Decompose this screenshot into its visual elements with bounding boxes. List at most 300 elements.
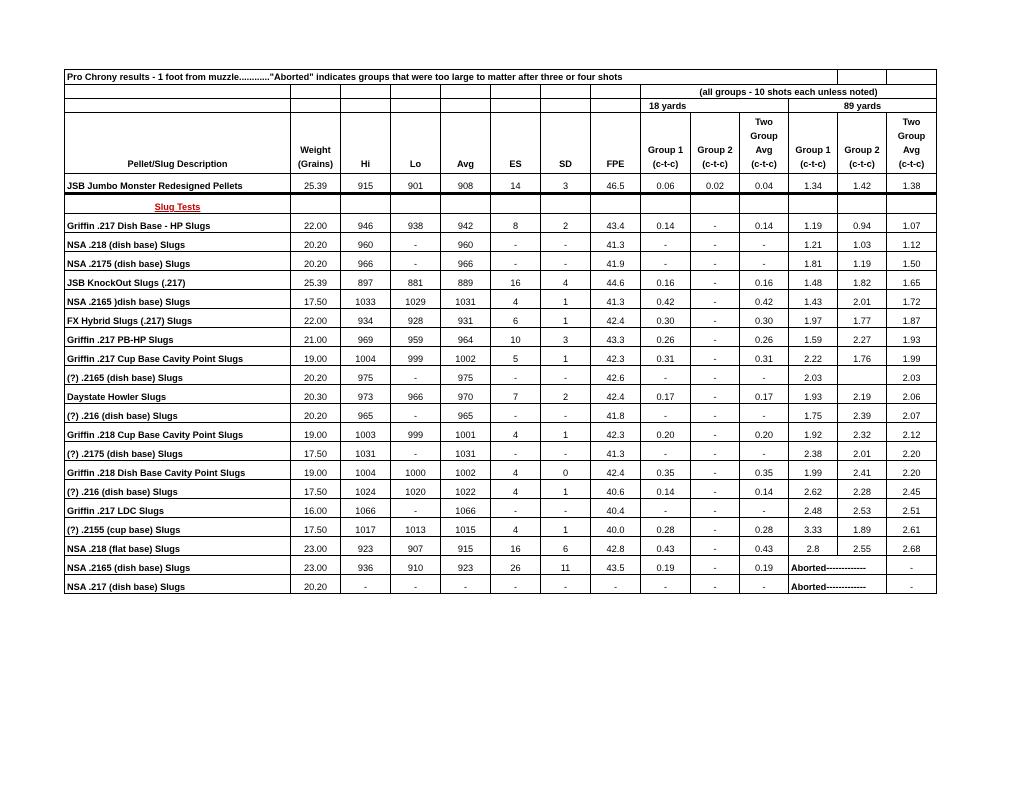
value-cell: 0.20 — [641, 423, 691, 442]
value-cell: 1.93 — [887, 328, 937, 347]
description-cell: NSA .2165 (dish base) Slugs — [65, 556, 291, 575]
description-cell: Griffin .218 Cup Base Cavity Point Slugs — [65, 423, 291, 442]
header-two-18: Two Group Avg (c-t-c) — [740, 113, 789, 174]
value-cell: - — [740, 499, 789, 518]
header-hi: Hi — [341, 113, 391, 174]
value-cell: 43.3 — [591, 328, 641, 347]
value-cell: 0.28 — [740, 518, 789, 537]
value-cell: 20.20 — [291, 404, 341, 423]
value-cell: 1.72 — [887, 290, 937, 309]
value-cell: 1.42 — [838, 174, 887, 194]
value-cell: 1.50 — [887, 252, 937, 271]
table-row — [65, 214, 937, 233]
value-cell: 1020 — [391, 480, 441, 499]
jsb-pellet-row — [65, 174, 937, 194]
header-g2-18: Group 2 (c-t-c) — [691, 113, 740, 174]
value-cell: - — [391, 575, 441, 594]
value-cell: - — [491, 252, 541, 271]
value-cell: 960 — [341, 233, 391, 252]
description-cell: NSA .2165 )dish base) Slugs — [65, 290, 291, 309]
aborted-row — [65, 556, 937, 575]
value-cell: 1.99 — [789, 461, 838, 480]
value-cell: 1022 — [441, 480, 491, 499]
value-cell: 965 — [441, 404, 491, 423]
distance-18-yards: 18 yards — [641, 99, 789, 113]
description-cell: (?) .2165 (dish base) Slugs — [65, 366, 291, 385]
description-cell: Griffin .218 Dish Base Cavity Point Slugs — [65, 461, 291, 480]
header-note-row — [65, 85, 937, 99]
value-cell: 41.3 — [591, 442, 641, 461]
value-cell: 881 — [391, 271, 441, 290]
value-cell: 40.6 — [591, 480, 641, 499]
value-cell: 975 — [341, 366, 391, 385]
value-cell: 20.20 — [291, 575, 341, 594]
value-cell: 4 — [491, 518, 541, 537]
value-cell: - — [641, 404, 691, 423]
value-cell: 1066 — [341, 499, 391, 518]
value-cell: - — [491, 575, 541, 594]
value-cell: 0.14 — [740, 480, 789, 499]
value-cell: 4 — [541, 271, 591, 290]
value-cell: 2 — [541, 214, 591, 233]
value-cell: 1002 — [441, 461, 491, 480]
value-cell: 936 — [341, 556, 391, 575]
value-cell: 964 — [441, 328, 491, 347]
value-cell: - — [691, 252, 740, 271]
value-cell: - — [887, 556, 937, 575]
value-cell: 43.5 — [591, 556, 641, 575]
value-cell: 966 — [341, 252, 391, 271]
value-cell: 2.53 — [838, 499, 887, 518]
value-cell: 0.43 — [740, 537, 789, 556]
value-cell: - — [591, 575, 641, 594]
header-avg: Avg — [441, 113, 491, 174]
value-cell: 0.19 — [641, 556, 691, 575]
value-cell: - — [691, 537, 740, 556]
value-cell: - — [441, 575, 491, 594]
value-cell: 960 — [441, 233, 491, 252]
table-row — [65, 404, 937, 423]
description-cell: (?) .2175 (dish base) Slugs — [65, 442, 291, 461]
value-cell: 0.04 — [740, 174, 789, 194]
value-cell: - — [691, 575, 740, 594]
value-cell: 907 — [391, 537, 441, 556]
distance-row — [65, 99, 937, 113]
header-g2-89: Group 2 (c-t-c) — [838, 113, 887, 174]
value-cell: - — [691, 499, 740, 518]
value-cell: 1 — [541, 347, 591, 366]
value-cell: 41.3 — [591, 290, 641, 309]
value-cell: 41.3 — [591, 233, 641, 252]
value-cell: 0.43 — [641, 537, 691, 556]
value-cell: 908 — [441, 174, 491, 194]
value-cell: 42.4 — [591, 385, 641, 404]
value-cell: 1000 — [391, 461, 441, 480]
value-cell: 931 — [441, 309, 491, 328]
value-cell: 1 — [541, 518, 591, 537]
aborted-row — [65, 575, 937, 594]
value-cell: 6 — [491, 309, 541, 328]
slug-tests-row — [65, 194, 937, 214]
value-cell: 17.50 — [291, 290, 341, 309]
value-cell: 19.00 — [291, 461, 341, 480]
description-cell: Griffin .217 PB-HP Slugs — [65, 328, 291, 347]
value-cell: - — [691, 442, 740, 461]
value-cell: 915 — [441, 537, 491, 556]
table-row — [65, 328, 937, 347]
value-cell: 2.22 — [789, 347, 838, 366]
value-cell: - — [691, 518, 740, 537]
value-cell: 11 — [541, 556, 591, 575]
value-cell: 42.3 — [591, 347, 641, 366]
value-cell: - — [691, 385, 740, 404]
value-cell: - — [641, 499, 691, 518]
value-cell: 22.00 — [291, 309, 341, 328]
spreadsheet — [64, 69, 936, 594]
value-cell: 966 — [441, 252, 491, 271]
value-cell: 0.19 — [740, 556, 789, 575]
value-cell: 44.6 — [591, 271, 641, 290]
value-cell: 1.93 — [789, 385, 838, 404]
value-cell: 2.68 — [887, 537, 937, 556]
value-cell: 1.12 — [887, 233, 937, 252]
value-cell: 2.07 — [887, 404, 937, 423]
value-cell: 3 — [541, 328, 591, 347]
distance-89-yards: 89 yards — [789, 99, 937, 113]
value-cell: - — [391, 499, 441, 518]
value-cell: - — [691, 556, 740, 575]
table-row — [65, 518, 937, 537]
value-cell: 1024 — [341, 480, 391, 499]
value-cell: - — [691, 423, 740, 442]
value-cell: 4 — [491, 480, 541, 499]
column-header-row — [65, 113, 937, 174]
value-cell: 2.48 — [789, 499, 838, 518]
value-cell: 0.30 — [740, 309, 789, 328]
value-cell: 2.01 — [838, 442, 887, 461]
value-cell: 0.17 — [740, 385, 789, 404]
value-cell: 1.59 — [789, 328, 838, 347]
value-cell: 1.43 — [789, 290, 838, 309]
value-cell: 1.76 — [838, 347, 887, 366]
value-cell: 0.42 — [641, 290, 691, 309]
value-cell: - — [740, 575, 789, 594]
value-cell: - — [691, 480, 740, 499]
header-es: ES — [491, 113, 541, 174]
value-cell: 1.19 — [838, 252, 887, 271]
value-cell: 0.16 — [740, 271, 789, 290]
value-cell: 0.35 — [740, 461, 789, 480]
value-cell: 16 — [491, 271, 541, 290]
value-cell: 2.38 — [789, 442, 838, 461]
value-cell: - — [641, 366, 691, 385]
value-cell: 1.75 — [789, 404, 838, 423]
value-cell: 1003 — [341, 423, 391, 442]
value-cell: 928 — [391, 309, 441, 328]
value-cell: 20.20 — [291, 366, 341, 385]
value-cell: 0.02 — [691, 174, 740, 194]
table-row — [65, 385, 937, 404]
value-cell: 2 — [541, 385, 591, 404]
value-cell: 1 — [541, 290, 591, 309]
description-cell: JSB KnockOut Slugs (.217) — [65, 271, 291, 290]
value-cell: 3.33 — [789, 518, 838, 537]
results-table — [64, 69, 937, 594]
value-cell: 2.62 — [789, 480, 838, 499]
value-cell: 2.28 — [838, 480, 887, 499]
value-cell: 966 — [391, 385, 441, 404]
value-cell: 1 — [541, 423, 591, 442]
value-cell: 0.17 — [641, 385, 691, 404]
value-cell: 910 — [391, 556, 441, 575]
value-cell: 959 — [391, 328, 441, 347]
value-cell: - — [641, 252, 691, 271]
value-cell: 4 — [491, 461, 541, 480]
value-cell: 2.20 — [887, 442, 937, 461]
value-cell: 16.00 — [291, 499, 341, 518]
description-cell: Daystate Howler Slugs — [65, 385, 291, 404]
header-lo: Lo — [391, 113, 441, 174]
value-cell: - — [691, 309, 740, 328]
title-row — [65, 70, 937, 85]
value-cell: 19.00 — [291, 347, 341, 366]
value-cell: 23.00 — [291, 556, 341, 575]
value-cell: 19.00 — [291, 423, 341, 442]
value-cell: - — [887, 575, 937, 594]
value-cell: 942 — [441, 214, 491, 233]
value-cell: - — [541, 252, 591, 271]
value-cell: 4 — [491, 423, 541, 442]
value-cell: - — [691, 461, 740, 480]
value-cell: 2.03 — [789, 366, 838, 385]
value-cell: - — [641, 442, 691, 461]
value-cell: 2.06 — [887, 385, 937, 404]
value-cell: 20.20 — [291, 233, 341, 252]
value-cell: - — [691, 290, 740, 309]
header-sd: SD — [541, 113, 591, 174]
value-cell: 2.39 — [838, 404, 887, 423]
description-cell: Griffin .217 LDC Slugs — [65, 499, 291, 518]
value-cell: 1017 — [341, 518, 391, 537]
table-row — [65, 252, 937, 271]
value-cell: 0.26 — [740, 328, 789, 347]
value-cell: 41.9 — [591, 252, 641, 271]
value-cell: 0 — [541, 461, 591, 480]
value-cell: 965 — [341, 404, 391, 423]
value-cell: - — [391, 404, 441, 423]
value-cell: 25.39 — [291, 174, 341, 194]
value-cell: 42.8 — [591, 537, 641, 556]
value-cell: 973 — [341, 385, 391, 404]
value-cell: 23.00 — [291, 537, 341, 556]
value-cell: - — [491, 404, 541, 423]
value-cell: 17.50 — [291, 518, 341, 537]
value-cell: 0.20 — [740, 423, 789, 442]
value-cell: - — [541, 499, 591, 518]
value-cell: 2.51 — [887, 499, 937, 518]
value-cell: 2.61 — [887, 518, 937, 537]
value-cell: 20.20 — [291, 252, 341, 271]
value-cell: - — [491, 442, 541, 461]
value-cell: - — [691, 404, 740, 423]
value-cell: 1013 — [391, 518, 441, 537]
table-row — [65, 499, 937, 518]
value-cell: 17.50 — [291, 442, 341, 461]
description-cell: NSA .217 (dish base) Slugs — [65, 575, 291, 594]
value-cell: - — [691, 328, 740, 347]
slug-tests-label: Slug Tests — [154, 202, 201, 212]
value-cell: - — [740, 366, 789, 385]
value-cell: 22.00 — [291, 214, 341, 233]
value-cell: 0.16 — [641, 271, 691, 290]
value-cell: 915 — [341, 174, 391, 194]
table-row — [65, 347, 937, 366]
value-cell: 1.87 — [887, 309, 937, 328]
value-cell: 40.4 — [591, 499, 641, 518]
value-cell: 1031 — [441, 290, 491, 309]
value-cell: 40.0 — [591, 518, 641, 537]
value-cell: 2.01 — [838, 290, 887, 309]
value-cell: - — [391, 366, 441, 385]
description-cell: NSA .218 (flat base) Slugs — [65, 537, 291, 556]
description-cell: Griffin .217 Cup Base Cavity Point Slugs — [65, 347, 291, 366]
value-cell: 43.4 — [591, 214, 641, 233]
value-cell: 901 — [391, 174, 441, 194]
value-cell: 26 — [491, 556, 541, 575]
value-cell: 42.3 — [591, 423, 641, 442]
value-cell: - — [541, 404, 591, 423]
value-cell: 1.38 — [887, 174, 937, 194]
header-two-89: Two Group Avg (c-t-c) — [887, 113, 937, 174]
value-cell: 0.30 — [641, 309, 691, 328]
sheet-title: Pro Chrony results - 1 foot from muzzle............"Aborted" indicates groups that were too large to matter after three or four shots — [65, 70, 838, 85]
value-cell: 1004 — [341, 461, 391, 480]
value-cell: 1.65 — [887, 271, 937, 290]
value-cell: 0.35 — [641, 461, 691, 480]
description-cell: Griffin .217 Dish Base - HP Slugs — [65, 214, 291, 233]
value-cell: 0.42 — [740, 290, 789, 309]
value-cell: 2.41 — [838, 461, 887, 480]
value-cell: - — [391, 233, 441, 252]
value-cell: - — [691, 271, 740, 290]
value-cell: - — [641, 233, 691, 252]
value-cell: 2.55 — [838, 537, 887, 556]
value-cell: 0.06 — [641, 174, 691, 194]
value-cell: - — [541, 366, 591, 385]
value-cell: - — [491, 366, 541, 385]
value-cell: 0.31 — [740, 347, 789, 366]
value-cell: 20.30 — [291, 385, 341, 404]
value-cell: - — [740, 442, 789, 461]
value-cell: 1033 — [341, 290, 391, 309]
table-row — [65, 233, 937, 252]
value-cell: - — [541, 575, 591, 594]
value-cell: 2.20 — [887, 461, 937, 480]
aborted-note: Aborted------------- — [789, 575, 887, 594]
value-cell: 8 — [491, 214, 541, 233]
value-cell: - — [641, 575, 691, 594]
value-cell: 14 — [491, 174, 541, 194]
value-cell: 10 — [491, 328, 541, 347]
header-fpe: FPE — [591, 113, 641, 174]
value-cell: 42.6 — [591, 366, 641, 385]
value-cell: 42.4 — [591, 461, 641, 480]
value-cell: 2.32 — [838, 423, 887, 442]
value-cell: 1.89 — [838, 518, 887, 537]
value-cell: - — [740, 404, 789, 423]
table-row — [65, 537, 937, 556]
header-g1-18: Group 1 (c-t-c) — [641, 113, 691, 174]
value-cell: 2.45 — [887, 480, 937, 499]
value-cell: 0.14 — [641, 480, 691, 499]
value-cell: 0.31 — [641, 347, 691, 366]
value-cell: 923 — [441, 556, 491, 575]
value-cell: 1.99 — [887, 347, 937, 366]
value-cell: - — [541, 442, 591, 461]
value-cell: 1.48 — [789, 271, 838, 290]
value-cell: 1.92 — [789, 423, 838, 442]
value-cell: 1.81 — [789, 252, 838, 271]
value-cell: 0.26 — [641, 328, 691, 347]
value-cell: 1.77 — [838, 309, 887, 328]
value-cell: 1066 — [441, 499, 491, 518]
value-cell: 1 — [541, 480, 591, 499]
value-cell: 2.8 — [789, 537, 838, 556]
value-cell: 42.4 — [591, 309, 641, 328]
value-cell: 923 — [341, 537, 391, 556]
value-cell: 0.94 — [838, 214, 887, 233]
value-cell: 41.8 — [591, 404, 641, 423]
value-cell: 1.82 — [838, 271, 887, 290]
description-cell: (?) .216 (dish base) Slugs — [65, 480, 291, 499]
value-cell: 889 — [441, 271, 491, 290]
value-cell: 1.07 — [887, 214, 937, 233]
value-cell: 1.97 — [789, 309, 838, 328]
value-cell: 46.5 — [591, 174, 641, 194]
value-cell: 2.12 — [887, 423, 937, 442]
table-row — [65, 290, 937, 309]
value-cell: 0.14 — [641, 214, 691, 233]
table-row — [65, 309, 937, 328]
value-cell: 1031 — [441, 442, 491, 461]
header-weight: Weight (Grains) — [291, 113, 341, 174]
group-note: (all groups - 10 shots each unless noted) — [641, 85, 937, 99]
table-row — [65, 480, 937, 499]
table-row — [65, 461, 937, 480]
value-cell: 0.28 — [641, 518, 691, 537]
header-desc: Pellet/Slug Description — [65, 113, 291, 174]
value-cell: 1 — [541, 309, 591, 328]
value-cell: 1004 — [341, 347, 391, 366]
value-cell: 1.03 — [838, 233, 887, 252]
value-cell: 1001 — [441, 423, 491, 442]
description-cell: (?) .216 (dish base) Slugs — [65, 404, 291, 423]
value-cell: 999 — [391, 347, 441, 366]
value-cell: - — [491, 233, 541, 252]
value-cell: 1015 — [441, 518, 491, 537]
table-row — [65, 366, 937, 385]
value-cell: 2.19 — [838, 385, 887, 404]
value-cell: 4 — [491, 290, 541, 309]
value-cell: - — [740, 233, 789, 252]
value-cell: 6 — [541, 537, 591, 556]
value-cell: - — [341, 575, 391, 594]
table-row — [65, 442, 937, 461]
value-cell: 1.21 — [789, 233, 838, 252]
value-cell: 25.39 — [291, 271, 341, 290]
value-cell: 970 — [441, 385, 491, 404]
value-cell: 1031 — [341, 442, 391, 461]
